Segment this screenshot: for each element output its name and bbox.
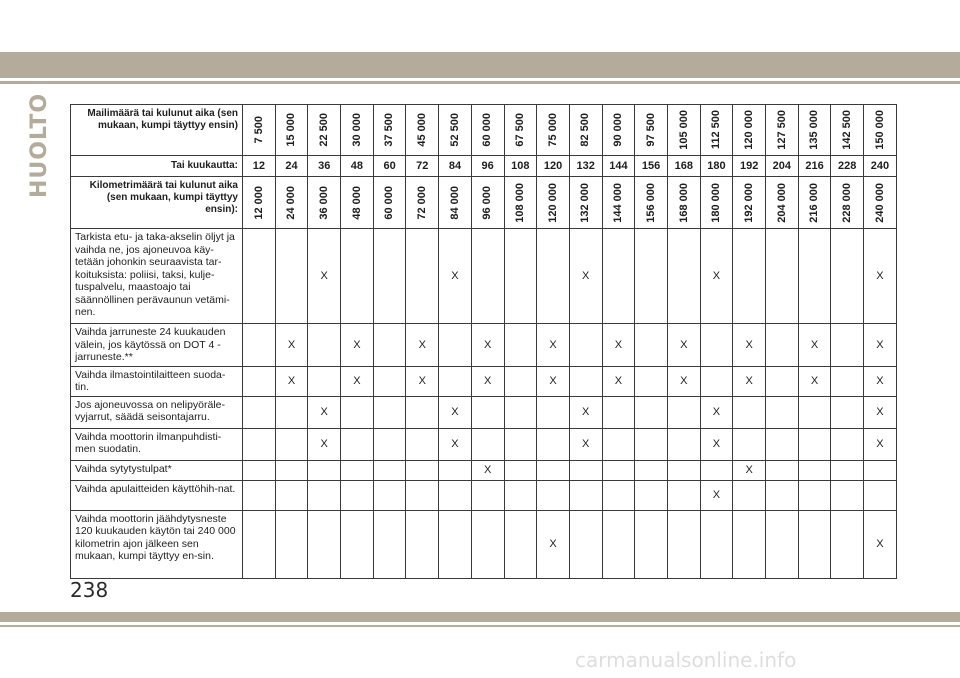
service-mark: X <box>602 324 635 367</box>
service-mark: X <box>667 366 700 396</box>
mileage-cell <box>798 105 831 156</box>
service-mark <box>766 396 799 428</box>
mileage-cell <box>406 105 439 156</box>
mileage-cell <box>635 105 668 156</box>
service-mark <box>471 396 504 428</box>
service-mark: X <box>602 366 635 396</box>
service-mark: X <box>537 510 570 578</box>
service-mark <box>831 510 864 578</box>
kilometer-cell <box>602 177 635 229</box>
service-mark: X <box>569 396 602 428</box>
service-mark <box>243 510 276 578</box>
task-description: Vaihda moottorin jäähdytysneste 120 kuukauden käytön tai 240 000 kilometrin ajon jälkeen sen mukaan, kumpi täyttyy en-sin. <box>71 510 243 578</box>
service-mark: X <box>471 324 504 367</box>
service-mark <box>406 480 439 510</box>
service-mark <box>504 396 537 428</box>
months-value: 228 <box>831 156 864 177</box>
service-mark <box>275 480 308 510</box>
service-mark <box>504 480 537 510</box>
kilometer-cell <box>569 177 602 229</box>
service-mark <box>700 510 733 578</box>
mileage-value: 30 000 <box>350 113 363 147</box>
service-mark <box>766 480 799 510</box>
service-mark <box>798 460 831 480</box>
service-mark <box>635 460 668 480</box>
mileage-cell <box>373 105 406 156</box>
service-mark <box>864 460 897 480</box>
service-mark <box>243 324 276 367</box>
service-mark: X <box>667 324 700 367</box>
service-mark: X <box>864 510 897 578</box>
service-mark <box>406 510 439 578</box>
service-mark <box>373 428 406 460</box>
kilometer-value: 48 000 <box>350 185 363 220</box>
kilometer-value: 180 000 <box>710 182 723 223</box>
service-mark <box>504 324 537 367</box>
mileage-cell <box>766 105 799 156</box>
kilometer-cell <box>798 177 831 229</box>
service-mark: X <box>439 229 472 324</box>
service-mark <box>373 229 406 324</box>
service-mark: X <box>406 324 439 367</box>
kilometer-cell <box>471 177 504 229</box>
service-mark <box>635 480 668 510</box>
mileage-value: 7 500 <box>252 116 265 144</box>
service-mark <box>373 324 406 367</box>
service-mark <box>439 366 472 396</box>
service-mark <box>439 480 472 510</box>
mileage-value: 105 000 <box>677 110 690 150</box>
service-mark: X <box>471 460 504 480</box>
months-value: 96 <box>471 156 504 177</box>
service-mark <box>275 510 308 578</box>
mileage-value: 120 000 <box>742 110 755 150</box>
service-mark <box>439 510 472 578</box>
mileage-cell <box>275 105 308 156</box>
service-mark <box>243 460 276 480</box>
service-mark <box>373 480 406 510</box>
service-mark <box>798 428 831 460</box>
kilometer-value: 240 000 <box>873 182 886 223</box>
kilometer-value: 96 000 <box>481 185 494 220</box>
mileage-cell <box>733 105 766 156</box>
task-description: Vaihda sytytystulpat* <box>71 460 243 480</box>
service-mark <box>471 229 504 324</box>
kilometer-value: 216 000 <box>808 182 821 223</box>
mileage-value: 150 000 <box>873 110 886 150</box>
months-value: 168 <box>667 156 700 177</box>
service-mark <box>766 428 799 460</box>
service-mark <box>275 396 308 428</box>
service-mark <box>537 480 570 510</box>
footer-rule <box>0 625 960 627</box>
service-mark <box>733 396 766 428</box>
kilometer-value: 84 000 <box>448 185 461 220</box>
service-mark <box>667 229 700 324</box>
mileage-value: 37 500 <box>383 113 396 147</box>
kilometer-cell <box>439 177 472 229</box>
months-value: 84 <box>439 156 472 177</box>
kilometer-value: 24 000 <box>285 185 298 220</box>
kilometer-value: 36 000 <box>317 185 330 220</box>
kilometer-value: 12 000 <box>252 185 265 220</box>
task-row <box>71 510 897 578</box>
mileage-cell <box>864 105 897 156</box>
months-value: 156 <box>635 156 668 177</box>
service-mark <box>635 229 668 324</box>
task-description: Jos ajoneuvossa on nelipyöräle-vyjarrut, säädä seisontajarru. <box>71 396 243 428</box>
kilometer-cell <box>831 177 864 229</box>
kilometer-cell <box>864 177 897 229</box>
service-mark <box>341 396 374 428</box>
kilometer-cell <box>766 177 799 229</box>
service-mark <box>569 366 602 396</box>
months-value: 216 <box>798 156 831 177</box>
months-value: 144 <box>602 156 635 177</box>
service-mark <box>341 428 374 460</box>
mileage-cell <box>504 105 537 156</box>
service-mark: X <box>275 324 308 367</box>
service-mark <box>602 460 635 480</box>
service-mark <box>733 510 766 578</box>
mileage-value: 45 000 <box>416 113 429 147</box>
service-mark <box>406 396 439 428</box>
kilometer-value: 156 000 <box>644 182 657 223</box>
service-mark <box>635 396 668 428</box>
kilometer-value: 120 000 <box>546 182 559 223</box>
service-mark: X <box>308 229 341 324</box>
kilometer-value: 60 000 <box>383 185 396 220</box>
service-mark <box>635 428 668 460</box>
service-mark <box>406 460 439 480</box>
service-mark: X <box>798 324 831 367</box>
mileage-value: 142 500 <box>840 110 853 150</box>
kilometer-value: 204 000 <box>775 182 788 223</box>
service-mark <box>537 396 570 428</box>
service-mark: X <box>864 428 897 460</box>
service-mark <box>471 480 504 510</box>
service-mark <box>471 510 504 578</box>
mileage-cell <box>308 105 341 156</box>
service-mark <box>831 460 864 480</box>
service-mark <box>602 510 635 578</box>
service-mark <box>798 510 831 578</box>
kilometer-value: 168 000 <box>677 182 690 223</box>
task-row <box>71 324 897 367</box>
service-mark: X <box>439 396 472 428</box>
service-mark <box>308 324 341 367</box>
service-mark <box>275 460 308 480</box>
service-mark <box>766 324 799 367</box>
mileage-cell <box>341 105 374 156</box>
service-mark <box>243 480 276 510</box>
kilometer-row <box>71 177 897 229</box>
task-description: Vaihda ilmastointilaitteen suoda-tin. <box>71 366 243 396</box>
task-description: Vaihda moottorin ilmanpuhdisti-men suodatin. <box>71 428 243 460</box>
service-mark <box>831 428 864 460</box>
months-value: 12 <box>243 156 276 177</box>
service-mark: X <box>341 366 374 396</box>
service-mark <box>439 324 472 367</box>
kilometer-cell <box>341 177 374 229</box>
kilometer-value: 144 000 <box>612 182 625 223</box>
service-mark <box>275 428 308 460</box>
mileage-value: 97 500 <box>644 113 657 147</box>
footer-band <box>0 612 960 622</box>
mileage-value: 22 500 <box>317 113 330 147</box>
mileage-cell <box>667 105 700 156</box>
mileage-value: 127 500 <box>775 110 788 150</box>
months-value: 48 <box>341 156 374 177</box>
service-mark: X <box>864 324 897 367</box>
service-mark <box>569 460 602 480</box>
service-mark: X <box>700 396 733 428</box>
kilometer-cell <box>733 177 766 229</box>
service-mark <box>373 366 406 396</box>
months-value: 36 <box>308 156 341 177</box>
service-mark <box>504 510 537 578</box>
service-mark <box>275 229 308 324</box>
task-description: Tarkista etu- ja taka-akselin öljyt ja vaihda ne, jos ajoneuvoa käy-tetään johonkin seuraavista tar-koituksista: poliisi, taksi, kulje-tuspalvelu, maastoajo tai säännöllinen perävaunun vetämi-nen. <box>71 229 243 324</box>
service-mark <box>602 480 635 510</box>
service-mark <box>602 229 635 324</box>
service-mark <box>341 229 374 324</box>
kilometer-value: 132 000 <box>579 182 592 223</box>
service-mark <box>798 396 831 428</box>
mileage-value: 60 000 <box>481 113 494 147</box>
service-mark <box>373 396 406 428</box>
service-mark: X <box>537 366 570 396</box>
service-mark <box>766 460 799 480</box>
header-band <box>0 52 960 78</box>
months-value: 240 <box>864 156 897 177</box>
kilometer-value: 72 000 <box>416 185 429 220</box>
kilometer-cell <box>275 177 308 229</box>
task-description: Vaihda jarruneste 24 kuukauden välein, jos käytössä on DOT 4 -jarruneste.** <box>71 324 243 367</box>
months-header: Tai kuukautta: <box>71 156 243 177</box>
service-mark: X <box>406 366 439 396</box>
mileage-value: 112 500 <box>710 110 723 150</box>
service-mark <box>243 366 276 396</box>
mileage-value: 82 500 <box>579 113 592 147</box>
kilometer-value: 228 000 <box>840 182 853 223</box>
service-mark <box>537 428 570 460</box>
months-value: 132 <box>569 156 602 177</box>
months-value: 180 <box>700 156 733 177</box>
service-mark <box>667 480 700 510</box>
service-mark <box>537 460 570 480</box>
service-mark <box>504 229 537 324</box>
service-mark <box>243 428 276 460</box>
kilometer-cell <box>667 177 700 229</box>
mileage-value: 75 000 <box>546 113 559 147</box>
task-row <box>71 396 897 428</box>
header-rule <box>0 81 960 84</box>
service-mark: X <box>700 229 733 324</box>
service-mark <box>308 510 341 578</box>
service-mark <box>831 324 864 367</box>
service-mark: X <box>471 366 504 396</box>
service-mark <box>308 366 341 396</box>
service-mark <box>831 366 864 396</box>
service-mark <box>406 229 439 324</box>
service-mark <box>504 428 537 460</box>
service-mark <box>341 480 374 510</box>
service-mark: X <box>733 324 766 367</box>
service-mark <box>504 366 537 396</box>
mileage-cell <box>439 105 472 156</box>
kilometer-cell <box>700 177 733 229</box>
maintenance-schedule-table <box>70 104 897 579</box>
mileage-value: 135 000 <box>808 110 821 150</box>
months-value: 60 <box>373 156 406 177</box>
months-value: 72 <box>406 156 439 177</box>
service-mark <box>667 510 700 578</box>
mileage-cell <box>537 105 570 156</box>
service-mark: X <box>308 428 341 460</box>
mileage-value: 15 000 <box>285 113 298 147</box>
service-mark: X <box>341 324 374 367</box>
kilometer-cell <box>308 177 341 229</box>
service-mark: X <box>537 324 570 367</box>
section-title: HUOLTO <box>27 92 53 198</box>
service-mark: X <box>733 366 766 396</box>
service-mark <box>831 480 864 510</box>
task-row <box>71 460 897 480</box>
service-mark <box>733 428 766 460</box>
task-row <box>71 428 897 460</box>
service-mark: X <box>700 480 733 510</box>
mileage-header: Mailimäärä tai kulunut aika (sen mukaan, kumpi täyttyy ensin) <box>71 105 243 156</box>
service-mark <box>308 460 341 480</box>
service-mark <box>733 229 766 324</box>
mileage-cell <box>243 105 276 156</box>
service-mark <box>243 396 276 428</box>
kilometer-cell <box>373 177 406 229</box>
months-value: 120 <box>537 156 570 177</box>
service-mark <box>471 428 504 460</box>
mileage-cell <box>471 105 504 156</box>
kilometer-cell <box>504 177 537 229</box>
service-mark <box>243 229 276 324</box>
service-mark <box>667 396 700 428</box>
service-mark: X <box>864 366 897 396</box>
service-mark: X <box>733 460 766 480</box>
months-value: 192 <box>733 156 766 177</box>
service-mark <box>373 460 406 480</box>
service-mark <box>406 428 439 460</box>
kilometer-cell <box>406 177 439 229</box>
kilometer-header: Kilometrimäärä tai kulunut aika (sen mukaan, kumpi täyttyy ensin): <box>71 177 243 229</box>
service-mark: X <box>700 428 733 460</box>
service-mark <box>537 229 570 324</box>
service-mark: X <box>275 366 308 396</box>
service-mark <box>341 460 374 480</box>
service-mark <box>864 480 897 510</box>
service-mark <box>308 480 341 510</box>
service-mark <box>798 480 831 510</box>
task-description: Vaihda apulaitteiden käyttöhih-nat. <box>71 480 243 510</box>
service-mark: X <box>864 396 897 428</box>
kilometer-value: 108 000 <box>514 182 527 223</box>
service-mark <box>831 229 864 324</box>
service-mark <box>766 229 799 324</box>
page-number: 238 <box>70 578 109 602</box>
service-mark: X <box>569 428 602 460</box>
service-mark: X <box>569 229 602 324</box>
months-value: 204 <box>766 156 799 177</box>
kilometer-cell <box>243 177 276 229</box>
service-mark <box>667 460 700 480</box>
task-row <box>71 480 897 510</box>
kilometer-value: 192 000 <box>742 182 755 223</box>
kilometer-cell <box>635 177 668 229</box>
service-mark <box>700 460 733 480</box>
service-mark <box>439 460 472 480</box>
service-mark: X <box>439 428 472 460</box>
service-mark <box>602 428 635 460</box>
service-mark <box>635 366 668 396</box>
mileage-cell <box>602 105 635 156</box>
mileage-value: 52 500 <box>448 113 461 147</box>
mileage-cell <box>831 105 864 156</box>
service-mark: X <box>864 229 897 324</box>
service-mark <box>504 460 537 480</box>
service-mark <box>341 510 374 578</box>
service-mark <box>667 428 700 460</box>
mileage-cell <box>700 105 733 156</box>
service-mark <box>569 510 602 578</box>
kilometer-cell <box>537 177 570 229</box>
service-mark <box>373 510 406 578</box>
service-mark <box>635 510 668 578</box>
service-mark <box>569 324 602 367</box>
service-mark <box>733 480 766 510</box>
watermark: carmanualsonline.info <box>575 648 797 672</box>
service-mark <box>569 480 602 510</box>
service-mark <box>700 324 733 367</box>
service-mark <box>766 366 799 396</box>
service-mark <box>602 396 635 428</box>
service-mark <box>831 396 864 428</box>
service-mark <box>766 510 799 578</box>
task-row <box>71 229 897 324</box>
service-mark <box>635 324 668 367</box>
mileage-value: 90 000 <box>612 113 625 147</box>
task-row <box>71 366 897 396</box>
service-mark: X <box>798 366 831 396</box>
months-value: 24 <box>275 156 308 177</box>
mileage-value: 67 500 <box>514 113 527 147</box>
months-value: 108 <box>504 156 537 177</box>
service-mark: X <box>308 396 341 428</box>
service-mark <box>700 366 733 396</box>
mileage-cell <box>569 105 602 156</box>
months-row <box>71 156 897 177</box>
mileage-row <box>71 105 897 156</box>
service-mark <box>798 229 831 324</box>
